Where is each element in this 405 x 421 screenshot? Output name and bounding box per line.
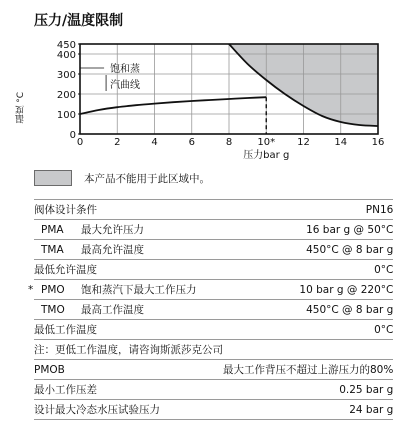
x-tick-label: 12 (297, 137, 310, 148)
spec-value: PN16 (223, 200, 393, 220)
y-axis-label: 温度 °C (15, 92, 26, 124)
spec-label: 设计最大冷态水压试验压力 (34, 400, 223, 420)
y-tick-label: 400 (56, 50, 76, 61)
spec-code: PMA (34, 220, 81, 240)
annotation-label: 饱和蒸 (110, 64, 141, 75)
x-tick-label: 16 (371, 137, 385, 148)
spec-code: TMA (34, 240, 81, 260)
legend-swatch (34, 170, 72, 186)
x-tick-label: 6 (188, 137, 195, 148)
annotation-label: 汽曲线 (110, 80, 141, 91)
y-tick-label: 100 (56, 110, 76, 121)
spec-label: 最高允许温度 (81, 240, 223, 260)
table-row (34, 280, 393, 300)
spec-value: 0°C (223, 260, 393, 280)
page-title: 压力/温度限制 (34, 13, 124, 29)
spec-value: 最大工作背压不超过上游压力的80% (223, 360, 393, 380)
spec-value: 0°C (223, 320, 393, 340)
spec-label: PMOB (34, 360, 223, 380)
table-row (34, 360, 393, 380)
table-row (34, 320, 393, 340)
legend (34, 170, 210, 186)
table-row (34, 300, 393, 320)
y-tick-label: 300 (56, 70, 76, 81)
table-row (34, 340, 393, 360)
x-axis-label: 压力bar g (243, 150, 290, 161)
spec-label: 最小工作压差 (34, 380, 223, 400)
legend-text: 本产品不能用于此区域中。 (84, 172, 210, 185)
spec-value: 450°C @ 8 bar g (223, 300, 393, 320)
table-row (34, 260, 393, 280)
spec-value: 10 bar g @ 220°C (223, 280, 393, 300)
x-tick-label: 14 (334, 137, 348, 148)
x-tick-label: 10* (257, 137, 276, 148)
x-tick-label: 8 (225, 137, 233, 148)
x-tick-label: 4 (151, 137, 158, 148)
spec-value: 24 bar g (223, 400, 393, 420)
table-row (34, 240, 393, 260)
spec-value (223, 340, 393, 360)
spec-value: 450°C @ 8 bar g (223, 240, 393, 260)
spec-label: 阀体设计条件 (34, 200, 223, 220)
footnote-marker: * (28, 283, 34, 296)
pressure-temperature-chart (0, 0, 405, 170)
spec-code: * PMO (34, 280, 81, 300)
spec-label: 注：更低工作温度，请咨询斯派莎克公司 (34, 340, 223, 360)
x-tick-label: 0 (76, 137, 84, 148)
table-row (34, 220, 393, 240)
spec-value: 0.25 bar g (223, 380, 393, 400)
spec-label: 最低工作温度 (34, 320, 223, 340)
spec-label: 最高工作温度 (81, 300, 223, 320)
x-tick-label: 2 (114, 137, 121, 148)
y-tick-label: 450 (56, 40, 76, 51)
table-row (34, 380, 393, 400)
spec-label: 最低允许温度 (34, 260, 223, 280)
series-line-saturated-steam (80, 97, 266, 114)
spec-value: 16 bar g @ 50°C (223, 220, 393, 240)
table-row (34, 400, 393, 420)
spec-code: TMO (34, 300, 81, 320)
y-tick-label: 0 (69, 130, 76, 141)
spec-label: 饱和蒸汽下最大工作压力 (81, 280, 223, 300)
spec-label: 最大允许压力 (81, 220, 223, 240)
y-tick-label: 200 (56, 90, 76, 101)
table-row (34, 200, 393, 220)
spec-table (28, 199, 394, 420)
